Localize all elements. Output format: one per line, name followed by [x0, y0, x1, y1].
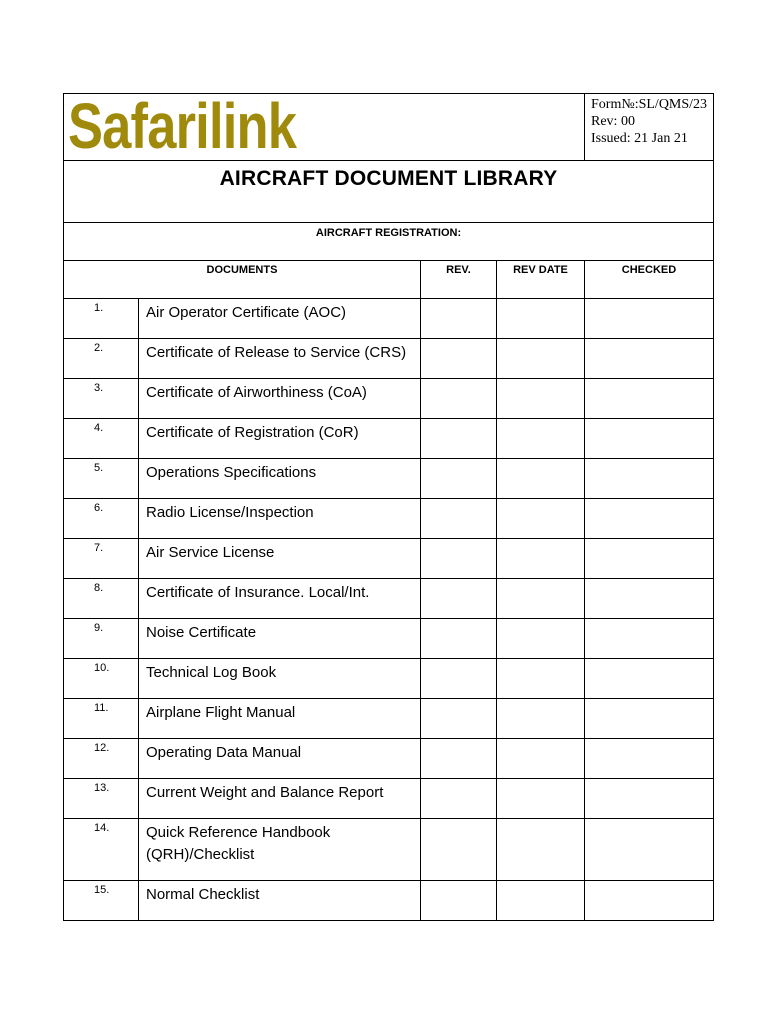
table-row	[64, 819, 714, 881]
form-number: Form№:SL/QMS/23	[591, 97, 708, 112]
row-number: 9.	[64, 619, 139, 659]
rev-date-cell[interactable]	[497, 659, 585, 699]
row-number: 11.	[64, 699, 139, 739]
row-number: 8.	[64, 579, 139, 619]
rev-date-cell[interactable]	[497, 881, 585, 921]
document-name: Normal Checklist	[139, 881, 421, 921]
rev-date-cell[interactable]	[497, 379, 585, 419]
rev-cell[interactable]	[421, 699, 497, 739]
rev-date-cell[interactable]	[497, 419, 585, 459]
rev-cell[interactable]	[421, 539, 497, 579]
rev-date-cell[interactable]	[497, 819, 585, 881]
document-name: Certificate of Insurance. Local/Int.	[139, 579, 421, 619]
form-info	[585, 94, 714, 161]
column-header-documents: DOCUMENTS	[64, 261, 421, 299]
document-name: Certificate of Airworthiness (CoA)	[139, 379, 421, 419]
table-row	[64, 339, 714, 379]
safarilink-logo: Safarilink	[68, 90, 297, 162]
checked-cell[interactable]	[585, 779, 714, 819]
row-number: 14.	[64, 819, 139, 881]
table-row	[64, 779, 714, 819]
document-name: Quick Reference Handbook (QRH)/Checklist	[139, 819, 421, 881]
rev-date-cell[interactable]	[497, 619, 585, 659]
table-row	[64, 579, 714, 619]
rev-cell[interactable]	[421, 339, 497, 379]
rev-cell[interactable]	[421, 299, 497, 339]
checked-cell[interactable]	[585, 339, 714, 379]
rev-cell[interactable]	[421, 779, 497, 819]
document-name: Current Weight and Balance Report	[139, 779, 421, 819]
document-name: Airplane Flight Manual	[139, 699, 421, 739]
rev-cell[interactable]	[421, 419, 497, 459]
rev-date-cell[interactable]	[497, 299, 585, 339]
document-name: Air Operator Certificate (AOC)	[139, 299, 421, 339]
table-row	[64, 299, 714, 339]
form-issued-date: Issued: 21 Jan 21	[591, 131, 688, 146]
row-number: 5.	[64, 459, 139, 499]
table-row	[64, 881, 714, 921]
table-row	[64, 379, 714, 419]
document-name: Radio License/Inspection	[139, 499, 421, 539]
table-row	[64, 739, 714, 779]
document-name: Certificate of Release to Service (CRS)	[139, 339, 421, 379]
table-row	[64, 459, 714, 499]
rev-cell[interactable]	[421, 499, 497, 539]
row-number: 1.	[64, 299, 139, 339]
rev-cell[interactable]	[421, 659, 497, 699]
aircraft-registration-field[interactable]: AIRCRAFT REGISTRATION:	[64, 223, 714, 261]
document-library-table	[63, 90, 714, 921]
rev-cell[interactable]	[421, 881, 497, 921]
row-number: 10.	[64, 659, 139, 699]
checked-cell[interactable]	[585, 881, 714, 921]
checked-cell[interactable]	[585, 619, 714, 659]
rev-cell[interactable]	[421, 739, 497, 779]
document-rows	[64, 299, 714, 921]
table-row	[64, 619, 714, 659]
column-header-rev-date: REV DATE	[497, 261, 585, 299]
table-row	[64, 659, 714, 699]
document-name: Operating Data Manual	[139, 739, 421, 779]
row-number: 15.	[64, 881, 139, 921]
table-row	[64, 699, 714, 739]
document-name: Air Service License	[139, 539, 421, 579]
table-row	[64, 499, 714, 539]
row-number: 3.	[64, 379, 139, 419]
rev-cell[interactable]	[421, 579, 497, 619]
checked-cell[interactable]	[585, 459, 714, 499]
checked-cell[interactable]	[585, 419, 714, 459]
logo-cell	[64, 90, 585, 162]
checked-cell[interactable]	[585, 499, 714, 539]
row-number: 4.	[64, 419, 139, 459]
rev-cell[interactable]	[421, 619, 497, 659]
row-number: 12.	[64, 739, 139, 779]
column-header-checked: CHECKED	[585, 261, 714, 299]
checked-cell[interactable]	[585, 299, 714, 339]
row-number: 6.	[64, 499, 139, 539]
page-title: AIRCRAFT DOCUMENT LIBRARY	[64, 161, 714, 223]
column-header-rev: REV.	[421, 261, 497, 299]
rev-date-cell[interactable]	[497, 539, 585, 579]
rev-date-cell[interactable]	[497, 499, 585, 539]
rev-date-cell[interactable]	[497, 459, 585, 499]
row-number: 7.	[64, 539, 139, 579]
rev-date-cell[interactable]	[497, 779, 585, 819]
rev-cell[interactable]	[421, 459, 497, 499]
rev-date-cell[interactable]	[497, 579, 585, 619]
row-number: 2.	[64, 339, 139, 379]
checked-cell[interactable]	[585, 379, 714, 419]
rev-cell[interactable]	[421, 379, 497, 419]
checked-cell[interactable]	[585, 819, 714, 881]
checked-cell[interactable]	[585, 699, 714, 739]
table-row	[64, 539, 714, 579]
checked-cell[interactable]	[585, 739, 714, 779]
rev-cell[interactable]	[421, 819, 497, 881]
table-row	[64, 419, 714, 459]
document-name: Certificate of Registration (CoR)	[139, 419, 421, 459]
checked-cell[interactable]	[585, 579, 714, 619]
document-sheet	[63, 90, 713, 921]
rev-date-cell[interactable]	[497, 339, 585, 379]
document-name: Operations Specifications	[139, 459, 421, 499]
rev-date-cell[interactable]	[497, 699, 585, 739]
row-number: 13.	[64, 779, 139, 819]
document-name: Technical Log Book	[139, 659, 421, 699]
checked-cell[interactable]	[585, 539, 714, 579]
rev-date-cell[interactable]	[497, 739, 585, 779]
form-revision: Rev: 00	[591, 114, 635, 129]
document-name: Noise Certificate	[139, 619, 421, 659]
checked-cell[interactable]	[585, 659, 714, 699]
